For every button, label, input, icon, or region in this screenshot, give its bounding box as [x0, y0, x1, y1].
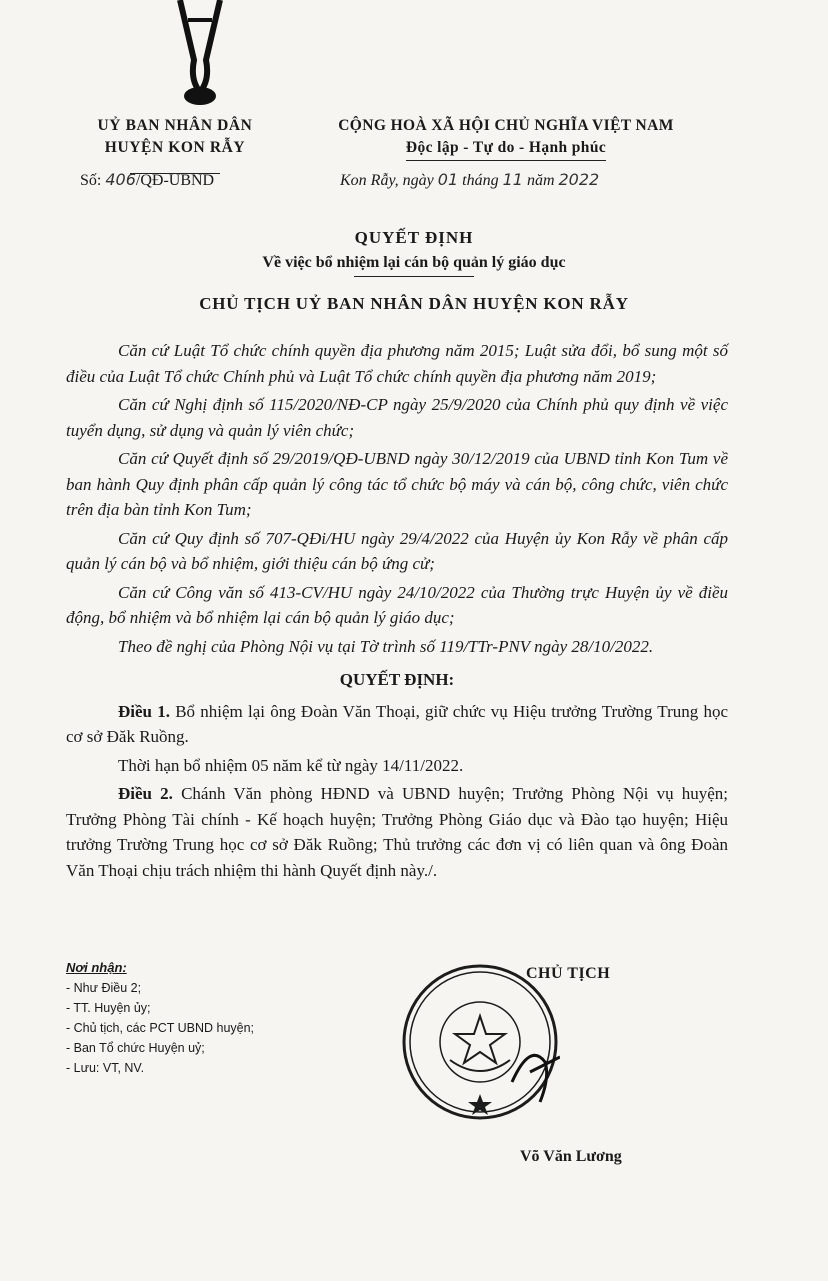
- signatory-title: CHỦ TỊCH: [526, 965, 611, 982]
- number-suffix: /QĐ-UBND: [135, 172, 215, 189]
- subject-text: Về việc bổ nhiệm lại cán bộ quản lý giáo dục: [262, 254, 566, 271]
- legal-basis-1: Căn cứ Luật Tổ chức chính quyền địa phương năm 2015; Luật sửa đổi, bổ sung một số điều của Luật Tổ chức Chính phủ và Luật Tổ chức chính quyền địa phương năm 2019;: [66, 341, 728, 386]
- article-2-text: Chánh Văn phòng HĐND và UBND huyện; Trưởng Phòng Nội vụ huyện; Trưởng Phòng Tài chính - Kế hoạch huyện; Trưởng Phòng Giáo dục và Đào tạo huyện; Hiệu trưởng Trường Trung học cơ sở Đăk Ruồng; Thủ trưởng các đơn vị có liên quan và ông Đoàn Văn Thoại chịu trách nhiệm thi hành Quyết định này./.: [66, 784, 729, 880]
- legal-basis-3: Căn cứ Quyết định số 29/2019/QĐ-UBND ngày 30/12/2019 của UBND tỉnh Kon Tum về ban hành Quy định phân cấp quản lý công tác tổ chức bộ máy và cán bộ, công chức, viên chức trên địa bàn tỉnh Kon Tum;: [66, 449, 728, 519]
- official-seal-icon: [400, 962, 560, 1122]
- legal-basis-6: Theo đề nghị của Phòng Nội vụ tại Tờ trình số 119/TTr-PNV ngày 28/10/2022.: [118, 636, 654, 656]
- date-year: 2022: [558, 170, 600, 189]
- recipient-item: - Như Điều 2;: [66, 981, 142, 995]
- number-label: Số:: [80, 172, 102, 189]
- signatory-name: Võ Văn Lương: [520, 1148, 622, 1165]
- document-number: [80, 170, 214, 190]
- article-1-term: Thời hạn bổ nhiệm 05 năm kể từ ngày 14/11/2022.: [118, 755, 464, 775]
- article-2: [66, 781, 728, 883]
- subject-underline: [354, 276, 474, 277]
- org-line2: HUYỆN KON RẪY: [104, 139, 246, 156]
- date-year-label: năm: [526, 172, 555, 189]
- recipient-item: - Ban Tổ chức Huyện uỷ;: [66, 1041, 205, 1055]
- nation-motto: Độc lập - Tự do - Hạnh phúc: [406, 137, 606, 161]
- article-1-text: Bổ nhiệm lại ông Đoàn Văn Thoại, giữ chức vụ Hiệu trưởng Trường Trung học cơ sở Đăk Ruồng.: [66, 701, 729, 746]
- document-type: QUYẾT ĐỊNH: [354, 228, 474, 247]
- legal-basis-4: Căn cứ Quy định số 707-QĐi/HU ngày 29/4/2022 của Huyện ủy Kon Rẫy về phân cấp quản lý cán bộ và bổ nhiệm, giới thiệu cán bộ ứng cử;: [66, 528, 728, 573]
- document-date: [340, 170, 599, 190]
- date-month: 11: [502, 170, 523, 189]
- number-value: 406: [105, 170, 136, 189]
- org-line1: UỶ BAN NHÂN DÂN: [97, 117, 253, 134]
- binder-clip-icon: [150, 0, 250, 110]
- legal-basis-5: Căn cứ Công văn số 413-CV/HU ngày 24/10/2022 của Thường trực Huyện ủy về điều động, bổ nhiệm và bổ nhiệm lại cán bộ quản lý giáo dục;: [66, 582, 728, 627]
- date-day: 01: [437, 170, 459, 189]
- article-1: [66, 699, 728, 750]
- article-2-label: Điều 2.: [118, 784, 173, 803]
- date-month-label: tháng: [462, 172, 499, 189]
- recipients-heading: Nơi nhận:: [66, 960, 127, 975]
- document-subject: [0, 254, 828, 272]
- recipients-block: [66, 958, 326, 1078]
- article-1-label: Điều 1.: [118, 701, 170, 721]
- legal-basis-2: Căn cứ Nghị định số 115/2020/NĐ-CP ngày 25/9/2020 của Chính phủ quy định về việc tuyển dụng, sử dụng và quản lý viên chức;: [66, 395, 728, 440]
- decision-heading: QUYẾT ĐỊNH:: [339, 670, 455, 689]
- recipient-item: - Lưu: VT, NV.: [66, 1061, 145, 1075]
- date-place: Kon Rẫy, ngày: [340, 172, 434, 189]
- recipient-item: - Chủ tịch, các PCT UBND huyện;: [66, 1021, 255, 1035]
- issuing-authority-title: CHỦ TỊCH UỶ BAN NHÂN DÂN HUYỆN KON RẪY: [199, 294, 629, 313]
- national-header: [296, 115, 716, 161]
- document-body: [66, 338, 728, 883]
- recipient-item: - TT. Huyện ủy;: [66, 1001, 151, 1015]
- nation-line1: CỘNG HOÀ XÃ HỘI CHỦ NGHĨA VIỆT NAM: [338, 117, 674, 134]
